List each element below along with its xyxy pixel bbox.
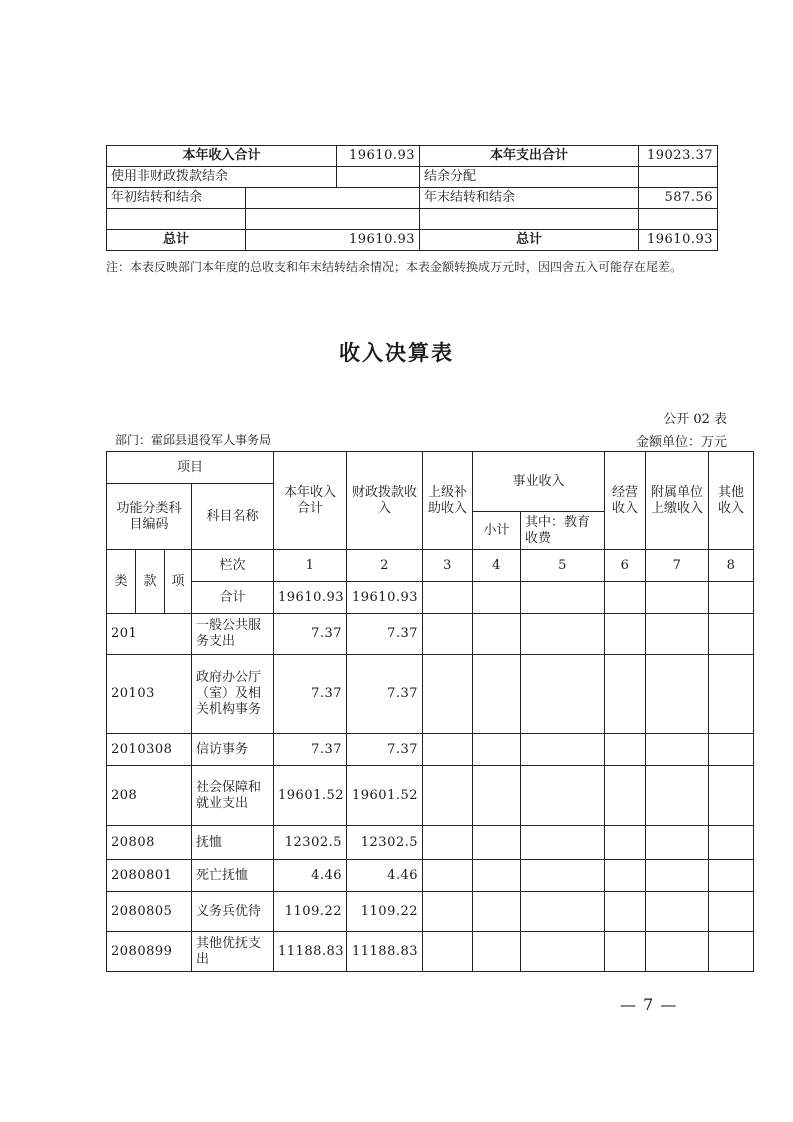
table-row: [107, 734, 754, 766]
header-column-no: 栏次: [192, 550, 274, 582]
summary-left-value: [246, 188, 420, 209]
row-code: 201: [107, 614, 192, 655]
summary-table: [106, 145, 718, 251]
table-row: [107, 655, 754, 734]
summary-right-value: 19610.93: [639, 230, 718, 251]
header-affiliated: 附属单位上缴收入: [646, 452, 709, 550]
column-number: 4: [473, 550, 521, 582]
page-title: 收入决算表: [339, 341, 454, 365]
income-table: [106, 451, 754, 972]
summary-right-value: 19023.37: [639, 146, 718, 167]
row-name: 一般公共服务支出: [192, 614, 274, 655]
header-total-income: 本年收入合计: [274, 452, 347, 550]
summary-right-value: [639, 167, 718, 188]
row-fiscal: 7.37: [347, 655, 423, 734]
header-project: 项目: [107, 452, 274, 484]
summary-left-label: 总计: [107, 230, 246, 251]
header-operating: 经营收入: [605, 452, 646, 550]
department-label: 部门：霍邱县退役军人事务局: [115, 433, 272, 447]
table-row: [107, 860, 754, 892]
row-total: 7.37: [274, 734, 347, 766]
summary-row: [107, 167, 718, 188]
column-number-row: [107, 550, 754, 582]
summary-right-value: [639, 209, 718, 230]
row-name: 政府办公厅（室）及相关机构事务: [192, 655, 274, 734]
row-fiscal: 1109.22: [347, 892, 423, 932]
form-code: 公开 02 表: [663, 412, 727, 427]
row-total: 12302.5: [274, 826, 347, 860]
row-code: 208: [107, 766, 192, 826]
sum-total: 19610.93: [274, 582, 347, 614]
row-fiscal: 4.46: [347, 860, 423, 892]
row-code: 20103: [107, 655, 192, 734]
sum-fiscal: 19610.93: [347, 582, 423, 614]
row-fiscal: 19601.52: [347, 766, 423, 826]
row-total: 11188.83: [274, 932, 347, 972]
row-name: 社会保障和就业支出: [192, 766, 274, 826]
header-education: 其中：教育收费: [521, 512, 605, 550]
table-row: [107, 892, 754, 932]
summary-left-label: 使用非财政拨款结余: [107, 167, 337, 188]
header-subtotal: 小计: [473, 512, 521, 550]
row-code: 20808: [107, 826, 192, 860]
summary-left-label: 年初结转和结余: [107, 188, 246, 209]
column-number: 3: [423, 550, 473, 582]
summary-left-label: [107, 209, 246, 230]
summary-row-total: [107, 230, 718, 251]
summary-right-label: 总计: [420, 230, 639, 251]
row-code: 2010308: [107, 734, 192, 766]
summary-right-label: [420, 209, 639, 230]
row-fiscal: 7.37: [347, 614, 423, 655]
header-business: 事业收入: [473, 452, 605, 512]
header-lei: 类: [107, 550, 136, 614]
summary-left-value: [246, 209, 420, 230]
column-number: 2: [347, 550, 423, 582]
row-name: 信访事务: [192, 734, 274, 766]
summary-row: [107, 146, 718, 167]
row-total: 1109.22: [274, 892, 347, 932]
summary-left-value: 19610.93: [337, 146, 420, 167]
summary-row: [107, 188, 718, 209]
column-number: 1: [274, 550, 347, 582]
row-fiscal: 12302.5: [347, 826, 423, 860]
row-fiscal: 11188.83: [347, 932, 423, 972]
row-code: 2080805: [107, 892, 192, 932]
table-row: [107, 614, 754, 655]
column-number: 6: [605, 550, 646, 582]
unit-label: 金额单位：万元: [635, 435, 727, 450]
row-name: 其他优抚支出: [192, 932, 274, 972]
sum-label: 合计: [192, 582, 274, 614]
row-name: 义务兵优待: [192, 892, 274, 932]
summary-right-label: 本年支出合计: [420, 146, 639, 167]
row-total: 19601.52: [274, 766, 347, 826]
row-code: 2080801: [107, 860, 192, 892]
row-total: 7.37: [274, 614, 347, 655]
sum-row: [107, 582, 754, 614]
row-total: 7.37: [274, 655, 347, 734]
summary-row: [107, 209, 718, 230]
row-code: 2080899: [107, 932, 192, 972]
summary-right-label: 年末结转和结余: [420, 188, 639, 209]
table-row: [107, 826, 754, 860]
column-number: 5: [521, 550, 605, 582]
header-fiscal: 财政拨款收入: [347, 452, 423, 550]
summary-left-label: 本年收入合计: [107, 146, 337, 167]
table-row: [107, 766, 754, 826]
header-func-code: 功能分类科目编码: [107, 484, 192, 550]
page-number: — 7 —: [620, 995, 678, 1014]
header-kuan: 款: [136, 550, 165, 614]
column-number: 7: [646, 550, 709, 582]
row-total: 4.46: [274, 860, 347, 892]
column-number: 8: [709, 550, 754, 582]
header-other: 其他收入: [709, 452, 754, 550]
table-note: 注：本表反映部门本年度的总收支和年末结转结余情况；本表金额转换成万元时，因四舍五入可能存在尾差。: [106, 260, 683, 274]
header-subject-name: 科目名称: [192, 484, 274, 550]
header-row: [107, 452, 754, 484]
summary-left-value: 19610.93: [246, 230, 420, 251]
row-name: 死亡抚恤: [192, 860, 274, 892]
table-row: [107, 932, 754, 972]
row-fiscal: 7.37: [347, 734, 423, 766]
summary-right-label: 结余分配: [420, 167, 639, 188]
header-xiang: 项: [165, 550, 192, 614]
summary-left-value: [337, 167, 420, 188]
summary-right-value: 587.56: [639, 188, 718, 209]
row-name: 抚恤: [192, 826, 274, 860]
header-superior: 上级补助收入: [423, 452, 473, 550]
